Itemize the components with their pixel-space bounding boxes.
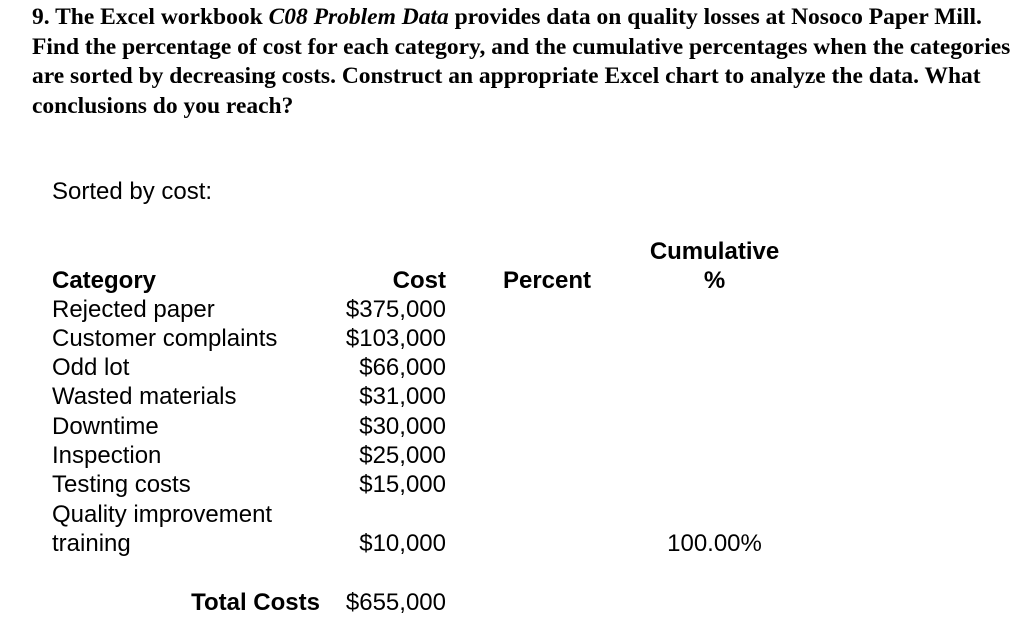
row-3-category: Odd lot: [52, 354, 130, 381]
row-5-cost: $30,000: [359, 413, 446, 440]
sorted-label: Sorted by cost:: [52, 178, 213, 205]
problem-number: 9.: [32, 4, 50, 30]
row-7-category: Testing costs: [52, 471, 191, 498]
row-8-category-line1: Quality improvement: [52, 501, 273, 528]
row-8-cumulative: 100.00%: [667, 530, 762, 557]
row-4-category: Wasted materials: [52, 383, 237, 410]
workbook-name: C08 Problem Data: [268, 4, 449, 30]
header-cumulative-line2: %: [703, 267, 726, 294]
row-3-cost: $66,000: [359, 354, 446, 381]
row-7-cost: $15,000: [359, 471, 446, 498]
header-cost: Cost: [392, 267, 446, 294]
total-costs-value: $655,000: [345, 589, 446, 616]
row-1-cost: $375,000: [345, 296, 446, 323]
row-2-category: Customer complaints: [52, 325, 278, 352]
row-8-cost: $10,000: [359, 530, 446, 557]
problem-text-2: provides data on quality losses at Nosoco Paper Mill. Find the percentage of cost for each category, and the cumulative percentages when the categories are sorted by decreasing costs. Construct an appropriate Excel chart to analyze the data. What conclusions do you reach?: [32, 4, 1011, 119]
header-cumulative: [632, 237, 797, 295]
row-6-category: Inspection: [52, 442, 162, 469]
problem-text-1: The Excel workbook: [55, 4, 263, 30]
row-2-cost: $103,000: [345, 325, 446, 352]
row-5-category: Downtime: [52, 413, 159, 440]
row-1-category: Rejected paper: [52, 296, 215, 323]
header-cumulative-line1: Cumulative: [649, 238, 780, 265]
header-category: Category: [52, 267, 157, 294]
row-4-cost: $31,000: [359, 383, 446, 410]
header-percent: Percent: [502, 267, 592, 294]
total-costs-label: Total Costs: [191, 589, 320, 616]
problem-statement: [32, 3, 1017, 121]
row-6-cost: $25,000: [359, 442, 446, 469]
row-8-category-line2: training: [52, 530, 131, 557]
